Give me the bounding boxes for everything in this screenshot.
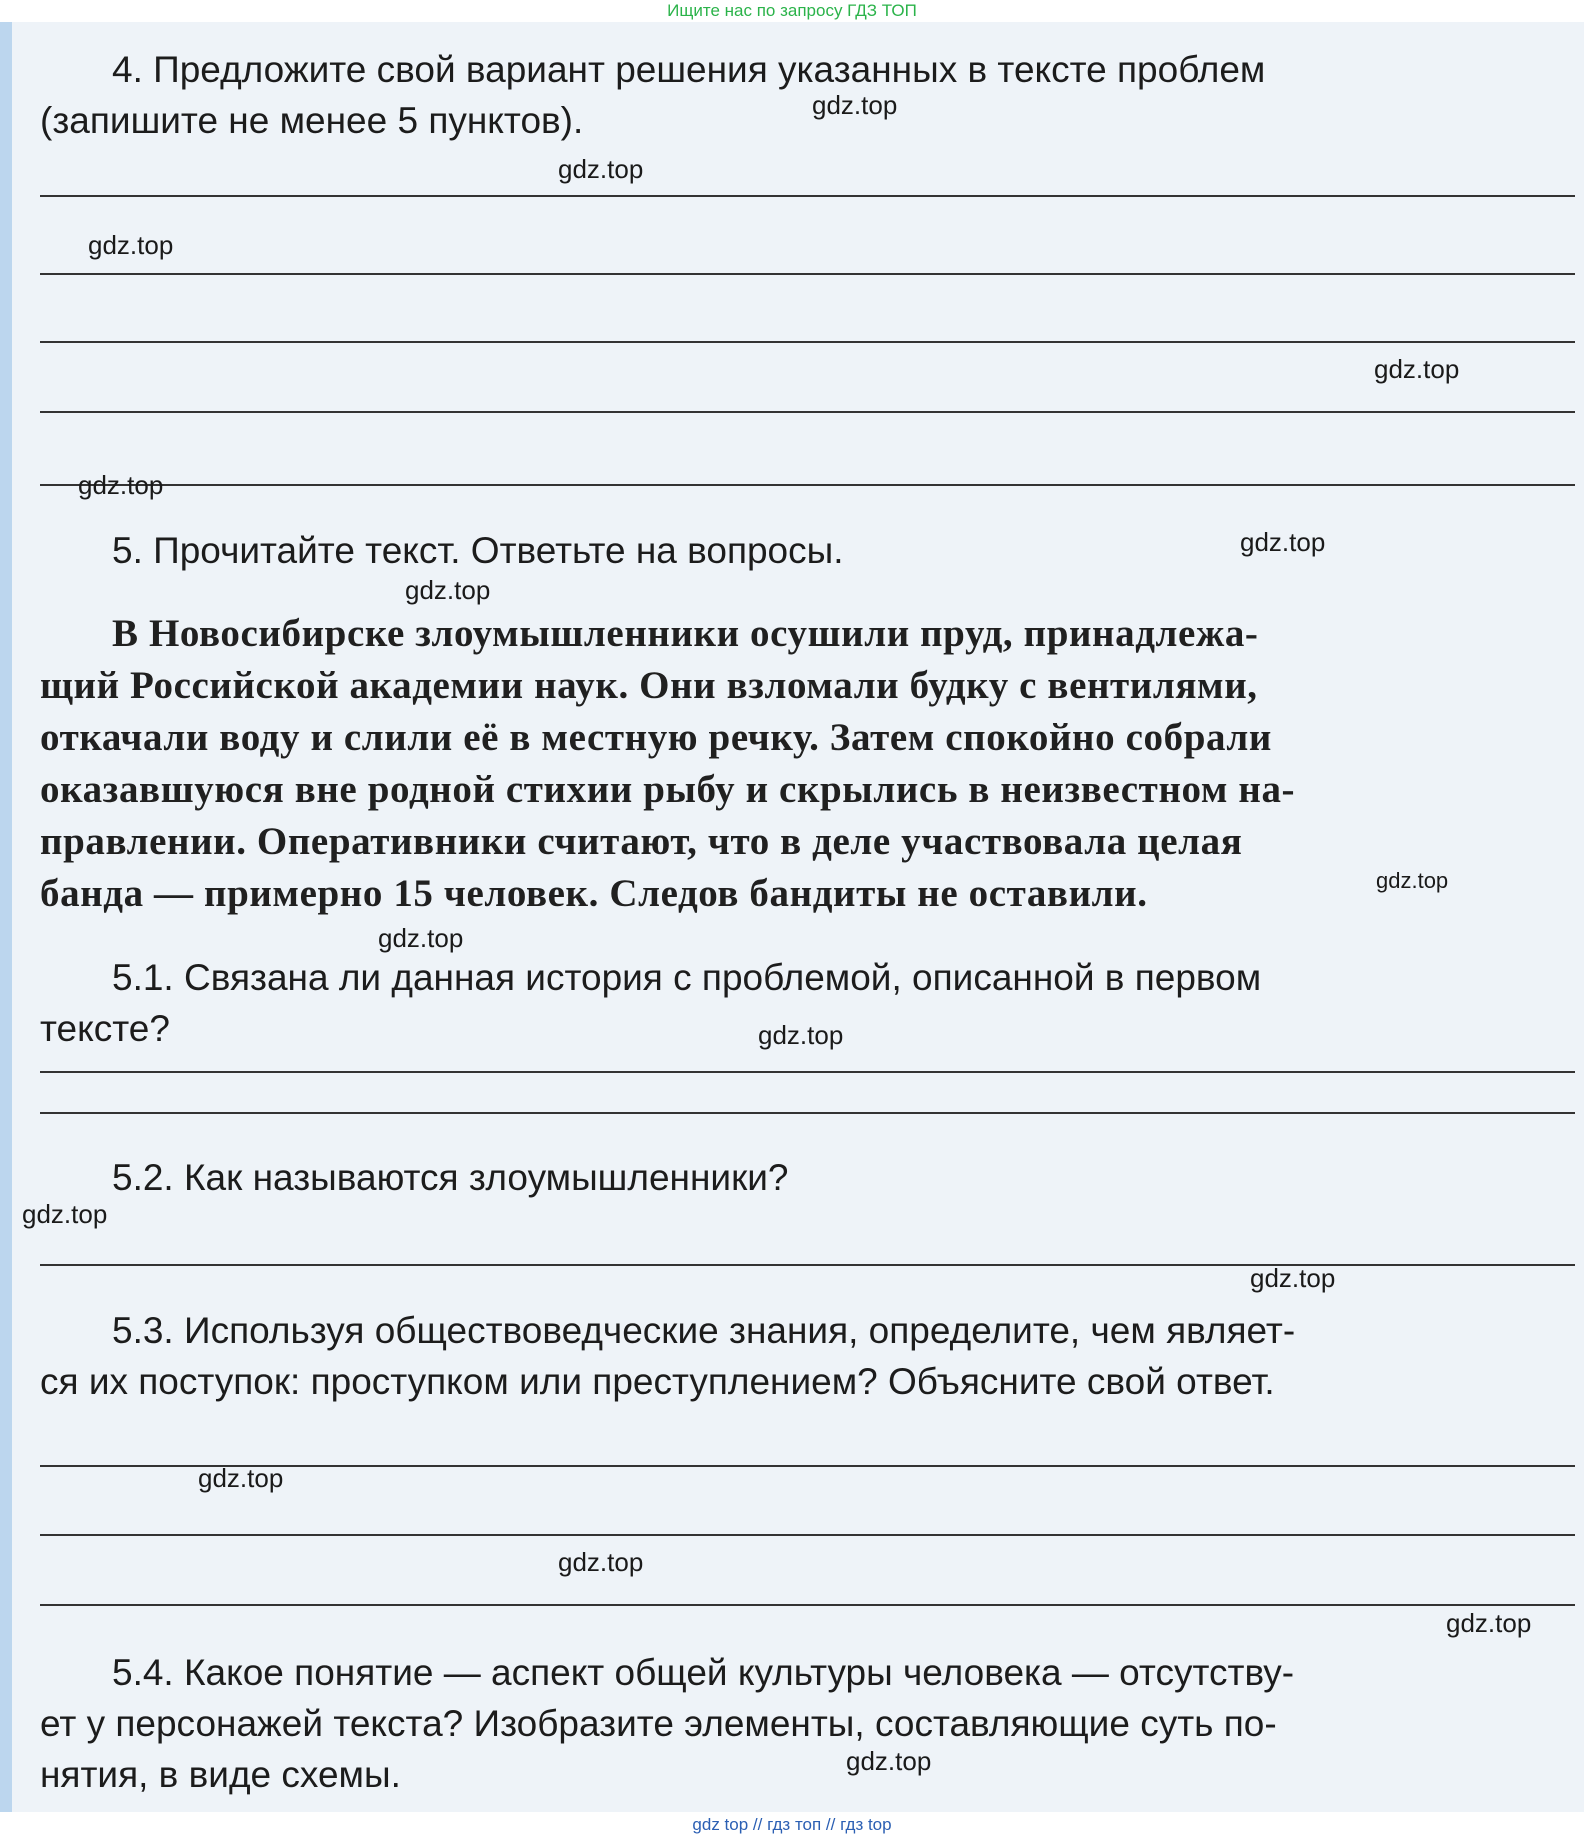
task5-title: 5. Прочитайте текст. Ответьте на вопросы. [112, 530, 844, 571]
answer-line[interactable] [40, 411, 1575, 413]
answer-line[interactable] [40, 1112, 1575, 1114]
question-5-4-line3: нятия, в виде схемы. [40, 1754, 401, 1795]
task5-passage [40, 608, 1575, 920]
watermark: gdz.top [1446, 1608, 1532, 1638]
question-5-1-line2: тексте? [40, 1008, 170, 1049]
top-banner[interactable]: Ищите нас по запросу ГДЗ ТОП [667, 1, 917, 20]
answer-line[interactable] [40, 195, 1575, 197]
watermark: gdz.top [1250, 1263, 1336, 1293]
task4-line2: (запишите не менее 5 пунктов). [40, 100, 584, 141]
watermark: gdz.top [558, 154, 644, 184]
passage-line: откачали воду и слили её в местную речку. Затем спокойно собрали [40, 716, 1272, 759]
question-5-4-line1: 5.4. Какое понятие — аспект общей культуры человека — отсутству- [112, 1652, 1295, 1693]
passage-line: В Новосибирске злоумышленники осушили пруд, принадлежа- [112, 612, 1259, 655]
watermark: gdz.top [78, 470, 164, 500]
answer-line[interactable] [40, 1534, 1575, 1536]
question-5-3-line2: ся их поступок: проступком или преступлением? Объясните свой ответ. [40, 1361, 1275, 1402]
question-5-1-line1: 5.1. Связана ли данная история с проблемой, описанной в первом [112, 957, 1262, 998]
watermark: gdz.top [405, 575, 491, 605]
answer-line[interactable] [40, 273, 1575, 275]
bottom-banner[interactable]: gdz top // гдз топ // гдз top [692, 1815, 892, 1834]
question-5-2: 5.2. Как называются злоумышленники? [112, 1157, 789, 1198]
question-5-4 [40, 1647, 1575, 1800]
passage-line: щий Российской академии наук. Они взломали будку с вентилями, [40, 664, 1258, 707]
passage-line: банда — примерно 15 человек. Следов бандиты не оставили. [40, 872, 1148, 915]
watermark: gdz.top [378, 923, 464, 953]
watermark: gdz.top [1374, 354, 1460, 384]
watermark: gdz.top [558, 1547, 644, 1577]
page-edge [0, 22, 12, 1812]
task4-text [40, 44, 1575, 146]
watermark: gdz.top [22, 1199, 108, 1229]
passage-line: оказавшуюся вне родной стихии рыбу и скрылись в неизвестном на- [40, 768, 1296, 811]
answer-line[interactable] [40, 484, 1575, 486]
watermark: gdz.top [198, 1463, 284, 1493]
answer-line[interactable] [40, 1264, 1575, 1266]
watermark: gdz.top [812, 90, 898, 120]
task4-line1: 4. Предложите свой вариант решения указанных в тексте проблем [112, 49, 1266, 90]
watermark: gdz.top [1376, 868, 1449, 893]
watermark: gdz.top [1240, 527, 1326, 557]
passage-line: правлении. Оперативники считают, что в деле участвовала целая [40, 820, 1243, 863]
watermark: gdz.top [88, 230, 174, 260]
answer-line[interactable] [40, 1604, 1575, 1606]
watermark: gdz.top [846, 1746, 932, 1776]
watermark: gdz.top [758, 1020, 844, 1050]
question-5-3-line1: 5.3. Используя обществоведческие знания, определите, чем являет- [112, 1310, 1296, 1351]
question-5-3 [40, 1305, 1575, 1407]
answer-line[interactable] [40, 341, 1575, 343]
question-5-4-line2: ет у персонажей текста? Изобразите элементы, составляющие суть по- [40, 1703, 1277, 1744]
answer-line[interactable] [40, 1071, 1575, 1073]
